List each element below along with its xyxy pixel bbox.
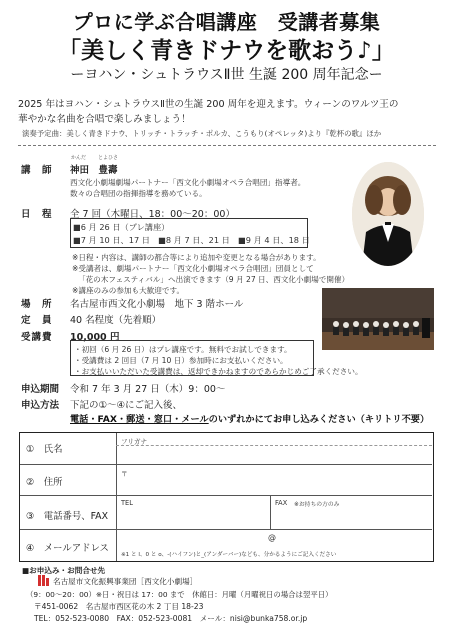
form-furigana-divider [116, 445, 432, 446]
form-row-divider-3 [20, 529, 432, 530]
intro-line-2: 華やかな名曲を合唱で楽しみましょう！ [18, 114, 191, 125]
organization-logo-icon [38, 575, 50, 586]
instructor-label: 講 師 [21, 165, 53, 176]
instructor-bio-2: 数々の合唱団の指揮指導を務めている。 [70, 189, 207, 198]
flyer-title: プロに学ぶ合唱講座 受講者募集 [72, 10, 381, 34]
schedule-note-3: 「花の木フェスティバル」へ出演できます（9 月 27 日、西文化小劇場で開催） [78, 275, 350, 284]
form-phone-label: ③ 電話番号、FAX [26, 511, 109, 522]
form-row-divider-2 [20, 495, 432, 496]
contact-hours: （9：00～20：00）※日・祝日は 17：00 まで 休館日：月曜（月曜祝日の場合は翌平日） [26, 590, 333, 599]
instructor-name: 神田 豊壽 [70, 165, 118, 176]
fee-note-1: ・初回（6 月 26 日）はプレ講座です。無料でお試しできます。 [74, 345, 292, 354]
venue-value: 名古屋市西文化小劇場 地下 3 階ホール [70, 299, 244, 310]
schedule-label: 日 程 [21, 209, 53, 220]
contact-details: TEL：052-523-0080 FAX：052-523-0081 メール：nisi@bunka758.or.jp [34, 614, 308, 623]
form-furigana-label: フリガナ [121, 438, 148, 446]
form-email-label: ④ メールアドレス [26, 543, 109, 554]
fee-label: 受講費 [21, 332, 53, 343]
organization-name: 名古屋市文化振興事業団［西文化小劇場］ [53, 577, 198, 586]
intro-line-1: 2025 年はヨハン・シュトラウスⅡ世の生誕 200 周年を迎えます。ウィーンのワルツ王の [18, 99, 399, 110]
conductor-photo-image [352, 162, 424, 266]
flyer-subtitle: ーヨハン・シュトラウスⅡ世 生誕 200 周年記念ー [70, 67, 383, 83]
email-at-sign: @ [268, 533, 276, 542]
schedule-trial: ■6 月 26 日（プレ講座） [73, 222, 170, 232]
form-column-divider [116, 433, 117, 561]
tel-input-area[interactable] [118, 508, 268, 526]
method-channels: 電話・FAX・郵送・窓口・メール [70, 414, 209, 425]
method-emphasis-line [70, 411, 450, 425]
postal-mark: 〒 [121, 470, 128, 478]
instructor-bio-1: 西文化小劇場劇場パートナー「西文化小劇場オペラ合唱団」指導者。 [70, 178, 306, 187]
ruby-given-name: とよひさ [98, 155, 119, 161]
capacity-value: 40 名程度（先着順） [70, 315, 162, 326]
schedule-note-4: ※講座のみの参加も大歓迎です。 [72, 286, 185, 295]
contact-address: 〒451-0062 名古屋市西区花の木 2 丁目 18-23 [34, 602, 204, 611]
ruby-family-name: かんだ [71, 155, 87, 161]
tel-label: TEL [121, 499, 133, 507]
fax-note: ※お持ちの方のみ [294, 502, 340, 508]
form-row-divider-1 [20, 464, 432, 465]
period-value: 令和 7 年 3 月 27 日（木）9：00～ [70, 384, 226, 395]
fee-value: 10,000 円 [70, 332, 120, 343]
divider-top [18, 145, 436, 146]
schedule-dates: ■7 月 10 日、17 日 ■8 月 7 日、21 日 ■9 月 4 日、18 日 [73, 235, 310, 245]
schedule-note-1: ※日程・内容は、講師の都合等により追加や変更となる場合があります。 [72, 253, 321, 262]
schedule-summary: 全 7 回（木曜日、18：00～20：00） [70, 209, 235, 220]
address-input-area[interactable] [118, 466, 430, 494]
program-songs: 演奏予定曲：美しく青きドナウ、トリッチ・トラッチ・ポルカ、こうもり(オペレッタ)より『乾杯の歌』ほか [22, 129, 382, 138]
period-label: 申込期間 [21, 384, 60, 395]
rehearsal-photo [322, 288, 434, 350]
flyer-headline: 「美しく青きドナウを歌おう♪」 [58, 38, 395, 64]
form-address-label: ② 住所 [26, 477, 63, 488]
contact-heading: ■お申込み・お問合せ先 [22, 566, 106, 575]
application-form [19, 432, 434, 562]
rehearsal-photo-image [322, 288, 434, 350]
fax-label: FAX [275, 499, 288, 507]
fee-note-3: ・お支払いいただいた受講費は、返却できかねますのであらかじめご了承ください。 [74, 367, 363, 376]
email-input-area[interactable] [118, 531, 430, 547]
form-name-label: ① 氏名 [26, 444, 63, 455]
name-input-area[interactable] [118, 447, 430, 463]
tel-fax-divider [270, 495, 271, 529]
capacity-label: 定 員 [21, 315, 53, 326]
schedule-note-2: ※受講者は、劇場パートナー「西文化小劇場オペラ合唱団」団員として [72, 264, 314, 273]
venue-label: 場 所 [21, 299, 53, 310]
email-note: ※1 と l、0 と o、-(ハイフン)と_(アンダーバー)なども、分かるようにご記入ください [121, 552, 337, 558]
fax-input-area[interactable] [272, 508, 430, 526]
conductor-photo [352, 162, 424, 266]
method-label: 申込方法 [21, 400, 60, 411]
method-instruction: のいずれかにてお申し込みください（キリトリ不要） [208, 414, 430, 425]
fee-note-2: ・受講費は 2 回目（7 月 10 日）参加時にお支払いください。 [74, 356, 288, 365]
method-value: 下記の①～④にご記入後、 [70, 400, 183, 411]
